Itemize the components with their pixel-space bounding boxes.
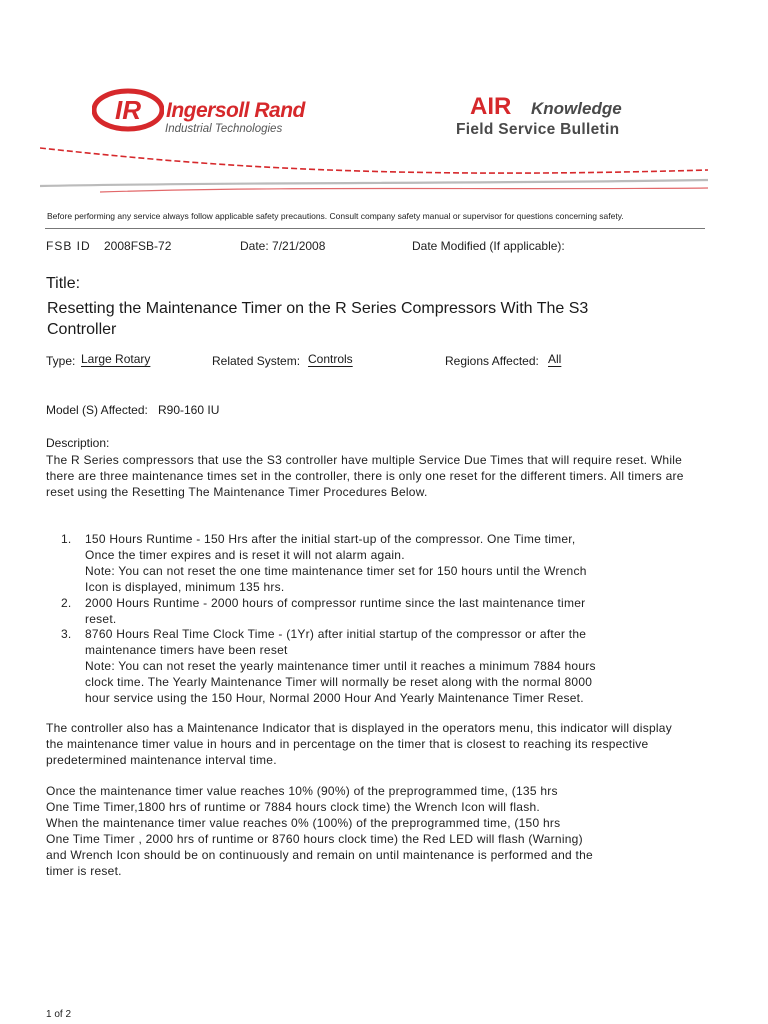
list-line: 8760 Hours Real Time Clock Time - (1Yr) after initial startup of the compressor or after the bbox=[85, 627, 587, 642]
fsb-id-label: FSB ID bbox=[46, 239, 91, 253]
bulletin-title: Field Service Bulletin bbox=[456, 121, 620, 138]
list-item bbox=[46, 532, 686, 596]
page-title: Resetting the Maintenance Timer on the R Series Compressors With The S3 Controller bbox=[47, 300, 589, 338]
ingersoll-rand-logo bbox=[92, 88, 164, 132]
list-item bbox=[46, 627, 686, 707]
list-line: hour service using the 150 Hour, Normal 2000 Hour And Yearly Maintenance Timer Reset. bbox=[85, 691, 584, 706]
list-number: 2. bbox=[61, 595, 72, 610]
paragraph-line: timer is reset. bbox=[46, 863, 122, 878]
title-label: Title: bbox=[46, 275, 81, 292]
list-number: 3. bbox=[61, 627, 72, 642]
paragraph-line: When the maintenance timer value reaches 0% (100%) of the preprogrammed time, (150 hrs bbox=[46, 815, 561, 830]
related-system-label: Related System: bbox=[212, 354, 301, 368]
knowledge-word: Knowledge bbox=[531, 99, 622, 118]
indicator-paragraph: The controller also has a Maintenance Indicator that is displayed in the operators menu, this indicator will display the maintenance timer value in hours and in percentage on the timer that is closest to reaching its respective predetermined maintenance interval time. bbox=[46, 721, 672, 767]
paragraph-line: Once the maintenance timer value reaches 10% (90%) of the preprogrammed time, (135 hrs bbox=[46, 784, 558, 798]
regions-label: Regions Affected: bbox=[445, 354, 539, 368]
list-line: Once the timer expires and is reset it will not alarm again. bbox=[85, 547, 405, 562]
page-number: 1 of 2 bbox=[46, 1009, 72, 1020]
safety-note: Before performing any service always follow applicable safety precautions. Consult company safety manual or supervisor for questions concerning safety. bbox=[47, 211, 624, 221]
paragraph-line: One Time Timer , 2000 hrs of runtime or 8760 hours clock time) the Red LED will flash (Warning) bbox=[46, 831, 583, 846]
description-intro: The R Series compressors that use the S3 controller have multiple Service Due Times that will require reset. While there are three maintenance times set in the controller, there is only one reset for the different timers. All timers are reset using the Resetting The Maintenance Timer Procedures Below. bbox=[46, 453, 684, 499]
description-label: Description: bbox=[46, 436, 110, 450]
paragraph-line: One Time Timer,1800 hrs of runtime or 7884 hours clock time) the Wrench Icon will flash. bbox=[46, 799, 540, 814]
paragraph-line: and Wrench Icon should be on continuously and remain on until maintenance is performed and the bbox=[46, 847, 593, 862]
related-system-value: Controls bbox=[308, 352, 353, 366]
logo-text: IR bbox=[115, 95, 141, 125]
list-line: Note: You can not reset the yearly maintenance timer until it reaches a minimum 7884 hours bbox=[85, 659, 596, 674]
list-item bbox=[46, 596, 686, 628]
divider bbox=[45, 228, 705, 229]
threshold-paragraph bbox=[46, 784, 686, 879]
list-line: 2000 Hours Runtime - 2000 hours of compressor runtime since the last maintenance timer bbox=[85, 595, 586, 610]
fsb-id-value: 2008FSB-72 bbox=[104, 239, 172, 253]
date-modified: Date Modified (If applicable): bbox=[412, 239, 565, 253]
model-value: R90-160 IU bbox=[158, 403, 220, 417]
brand-subtitle: Industrial Technologies bbox=[165, 123, 283, 135]
brand-name: Ingersoll Rand bbox=[166, 99, 305, 122]
timer-list bbox=[46, 532, 686, 707]
list-number: 1. bbox=[61, 532, 72, 546]
list-line: Note: You can not reset the one time maintenance timer set for 150 hours until the Wrench bbox=[85, 563, 587, 578]
list-line: 150 Hours Runtime - 150 Hrs after the initial start-up of the compressor. One Time timer, bbox=[85, 532, 576, 546]
model-label: Model (S) Affected: bbox=[46, 403, 148, 417]
list-line: maintenance timers have been reset bbox=[85, 643, 288, 658]
list-line: reset. bbox=[85, 611, 117, 626]
type-value: Large Rotary bbox=[81, 352, 151, 366]
list-line: Icon is displayed, minimum 135 hrs. bbox=[85, 579, 285, 594]
regions-value: All bbox=[548, 352, 562, 366]
date: Date: 7/21/2008 bbox=[240, 239, 326, 253]
air-word: AIR bbox=[470, 93, 512, 120]
list-line: clock time. The Yearly Maintenance Timer will normally be reset along with the normal 8000 bbox=[85, 675, 593, 690]
type-label: Type: bbox=[46, 354, 76, 368]
header-swoosh bbox=[40, 140, 708, 210]
